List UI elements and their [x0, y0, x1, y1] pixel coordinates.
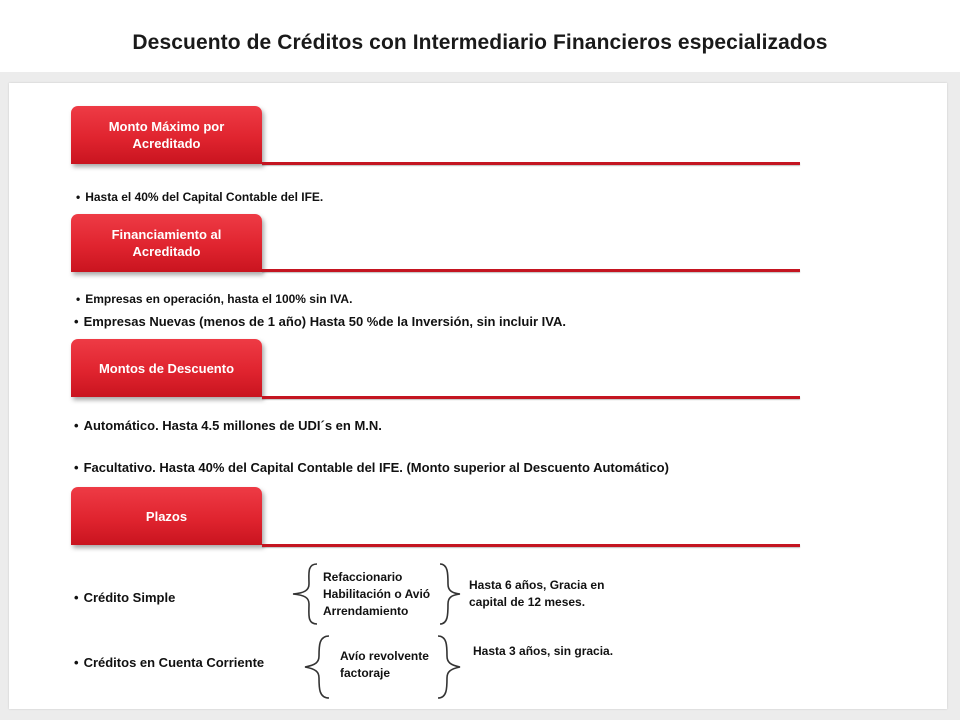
section-header-label: Monto Máximo por Acreditado	[108, 119, 225, 151]
section-rule	[262, 544, 800, 547]
section-header-monto-maximo	[71, 106, 262, 164]
section-rule	[262, 396, 800, 399]
plazo-label: • Crédito Simple	[74, 590, 176, 605]
section-rule	[262, 269, 800, 272]
bullet-text: Empresas en operación, hasta el 100% sin IVA.	[85, 292, 353, 306]
section-header-financiamiento	[71, 214, 262, 272]
bullet-item: • Facultativo. Hasta 40% del Capital Contable del IFE. (Monto superior al Descuento Automático)	[74, 460, 669, 475]
credit-type: Refaccionario	[323, 570, 403, 584]
credit-types-list	[340, 648, 429, 682]
bullet-item: • Empresas en operación, hasta el 100% sin IVA.	[76, 292, 353, 306]
bullet-text: Empresas Nuevas (menos de 1 año) Hasta 50 %de la Inversión, sin incluir IVA.	[83, 314, 566, 329]
section-rule	[262, 162, 800, 165]
bullet-item: • Automático. Hasta 4.5 millones de UDI´s en M.N.	[74, 418, 382, 433]
section-header-plazos	[71, 487, 262, 545]
credit-types-list	[323, 569, 430, 620]
credit-type: Arrendamiento	[323, 604, 409, 618]
bullet-text: Facultativo. Hasta 40% del Capital Contable del IFE. (Monto superior al Descuento Automático)	[83, 460, 669, 475]
plazo-label: • Créditos en Cuenta Corriente	[74, 655, 265, 670]
credit-type: Avío revolvente	[340, 649, 429, 663]
section-header-label: Montos de Descuento	[98, 360, 235, 376]
right-brace-icon	[436, 634, 462, 700]
plazo-term: Hasta 3 años, sin gracia.	[473, 644, 614, 658]
bullet-item: • Hasta el 40% del Capital Contable del IFE.	[76, 190, 324, 204]
section-header-montos-descuento	[71, 339, 262, 397]
bullet-text: Automático. Hasta 4.5 millones de UDI´s en M.N.	[83, 418, 382, 433]
left-brace-icon	[289, 562, 319, 626]
credit-type: Habilitación o Avió	[323, 587, 431, 601]
credit-type: factoraje	[340, 666, 391, 680]
bullet-text: Hasta el 40% del Capital Contable del IFE.	[85, 190, 324, 204]
plazo-label-text: Créditos en Cuenta Corriente	[83, 655, 265, 670]
page-title: Descuento de Créditos con Intermediario Financieros especializados	[132, 31, 828, 54]
plazo-label-text: Crédito Simple	[83, 590, 176, 605]
left-brace-icon	[303, 634, 333, 700]
plazo-term: Hasta 6 años, Gracia en capital de 12 meses.	[469, 578, 605, 609]
right-brace-icon	[438, 562, 462, 626]
bullet-item: • Empresas Nuevas (menos de 1 año) Hasta 50 %de la Inversión, sin incluir IVA.	[74, 314, 566, 329]
section-header-label: Financiamiento al Acreditado	[111, 227, 222, 259]
section-header-label: Plazos	[145, 508, 188, 524]
